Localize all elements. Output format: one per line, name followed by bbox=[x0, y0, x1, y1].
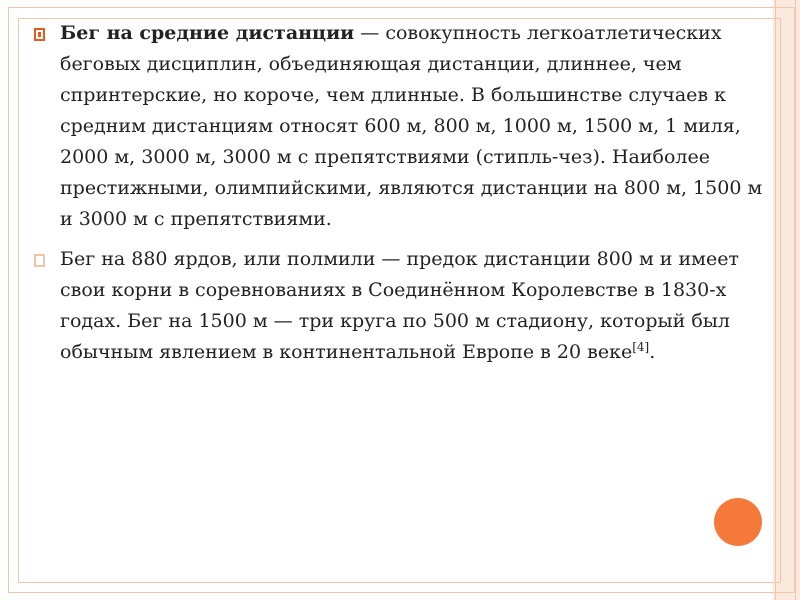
paragraph-text: — совокупность легкоатлетических беговых дисциплин, объединяющая дистанции, длиннее, чем спринтерские, но короче, чем длинные. В большинстве случаев к средним дистанциям относят 600 м, 800 м, 1000 м, 1500 м, 1 миля, 2000 м, 3000 м, 3000 м с препятствиями (стипль-чез). Наиболее престижными, олимпийскими, являются дистанции на 800 м, 1500 м и 3000 м с препятствиями. bbox=[60, 22, 763, 230]
paragraph-text: Бег на 880 ярдов, или полмили — предок дистанции 800 м и имеет свои корни в соревнованиях в Соединённом Королевстве в 1830-х годах. Бег на 1500 м — три круга по 500 м стадиону, который был обычным явлением в континентальной Европе в 20 веке bbox=[60, 248, 739, 363]
side-band-stripe bbox=[795, 0, 796, 600]
paragraph-tail: . bbox=[649, 341, 656, 363]
paragraph-1 bbox=[34, 18, 764, 235]
footnote-link[interactable]: [4] bbox=[632, 340, 650, 354]
term-highlight: Бег на средние дистанции bbox=[60, 22, 355, 44]
decorative-circle bbox=[714, 498, 762, 546]
bullet-square-icon bbox=[34, 18, 46, 41]
paragraph-2 bbox=[34, 244, 764, 368]
slide-content bbox=[34, 18, 764, 377]
bullet-square-icon bbox=[34, 244, 46, 267]
